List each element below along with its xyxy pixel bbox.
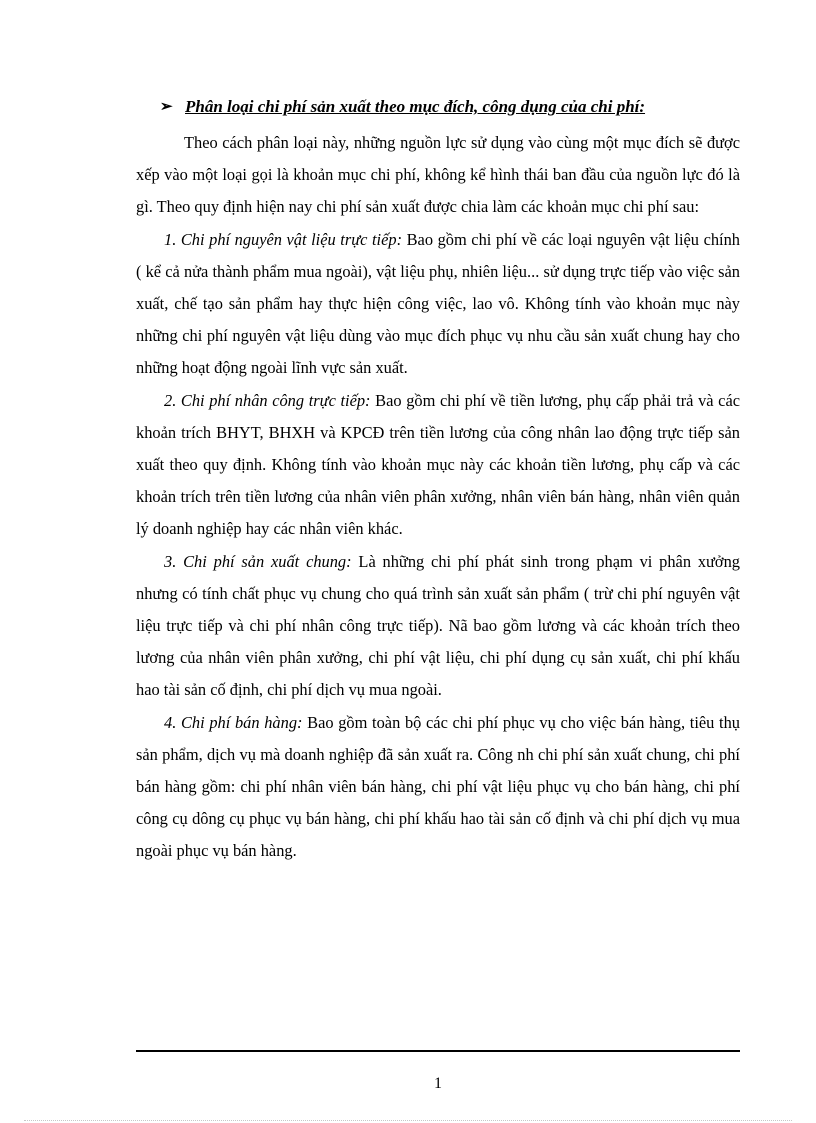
- intro-paragraph: Theo cách phân loại này, những nguồn lực sử dụng vào cùng một mục đích sẽ được xếp vào một loại gọi là khoản mục chi phí, không kể hình thái ban đầu của nguồn lực đó là gì. Theo quy định hiện nay chi phí sản xuất được chia làm các khoản mục chi phí sau:: [136, 133, 740, 217]
- section-heading-text: Phân loại chi phí sản xuất theo mục đích, công dụng của chi phí:: [185, 97, 646, 116]
- cost-item-text: Bao gồm toàn bộ các chi phí phục vụ cho việc bán hàng, tiêu thụ sản phẩm, dịch vụ mà doanh nghiệp đã sản xuất ra. Công nh chi phí sản xuất chung, chi phí bán hàng gồm: chi phí nhân viên bán hàng, chi phí vật liệu phục vụ cho bán hàng, chi phí công cụ dông cụ phục vụ bán hàng, chi phí khấu hao tài sản cố định và chi phí dịch vụ mua ngoài phục vụ bán hàng.: [136, 712, 740, 861]
- cost-item-term: 1. Chi phí nguyên vật liệu trực tiếp:: [164, 229, 403, 249]
- section-heading: [136, 94, 740, 120]
- page-bottom-edge: [24, 1120, 792, 1121]
- footer-divider: [136, 1050, 740, 1052]
- cost-item-paragraph: [136, 707, 740, 868]
- page-number: 1: [434, 1075, 442, 1092]
- cost-item-paragraph: [136, 546, 740, 707]
- document-page: [136, 94, 740, 868]
- cost-item-term: 2. Chi phí nhân công trực tiếp:: [164, 390, 371, 410]
- cost-item-paragraph: [136, 224, 740, 385]
- cost-item-term: 3. Chi phí sản xuất chung:: [164, 551, 352, 571]
- cost-item-paragraph: [136, 385, 740, 546]
- cost-item-text: Bao gồm chi phí về tiền lương, phụ cấp phải trả và các khoản trích BHYT, BHXH và KPCĐ trên tiền lương của công nhân lao động trực tiếp sản xuất theo quy định. Không tính vào khoản mục này các khoản tiền lương, phụ cấp và các khoản trích trên tiền lương của nhân viên phân xưởng, nhân viên bán hàng, nhân viên quản lý doanh nghiệp hay các nhân viên khác.: [136, 390, 740, 539]
- arrow-bullet-icon: ➢: [160, 99, 173, 115]
- cost-item-text: Là những chi phí phát sinh trong phạm vi phân xưởng nhưng có tính chất phục vụ chung cho quá trình sản xuất sản phẩm ( trừ chi phí nguyên vật liệu trực tiếp và chi phí nhân công trực tiếp). Nã bao gồm lương và các khoản trích theo lương của nhân viên phân xưởng, chi phí vật liệu, chi phí dụng cụ sản xuất, chi phí khấu hao tài sản cố định, chi phí dịch vụ mua ngoài.: [136, 551, 740, 700]
- cost-item-term: 4. Chi phí bán hàng:: [164, 712, 303, 732]
- cost-item-text: Bao gồm chi phí về các loại nguyên vật liệu chính ( kể cả nửa thành phẩm mua ngoài), vật liệu phụ, nhiên liệu... sử dụng trực tiếp vào việc sản xuất, chế tạo sản phẩm hay thực hiện công việc, lao vô. Không tính vào khoản mục này những chi phí nguyên vật liệu dùng vào mục đích phục vụ nhu cầu sản xuất chung hay cho những hoạt động ngoài lĩnh vực sản xuất.: [136, 229, 740, 378]
